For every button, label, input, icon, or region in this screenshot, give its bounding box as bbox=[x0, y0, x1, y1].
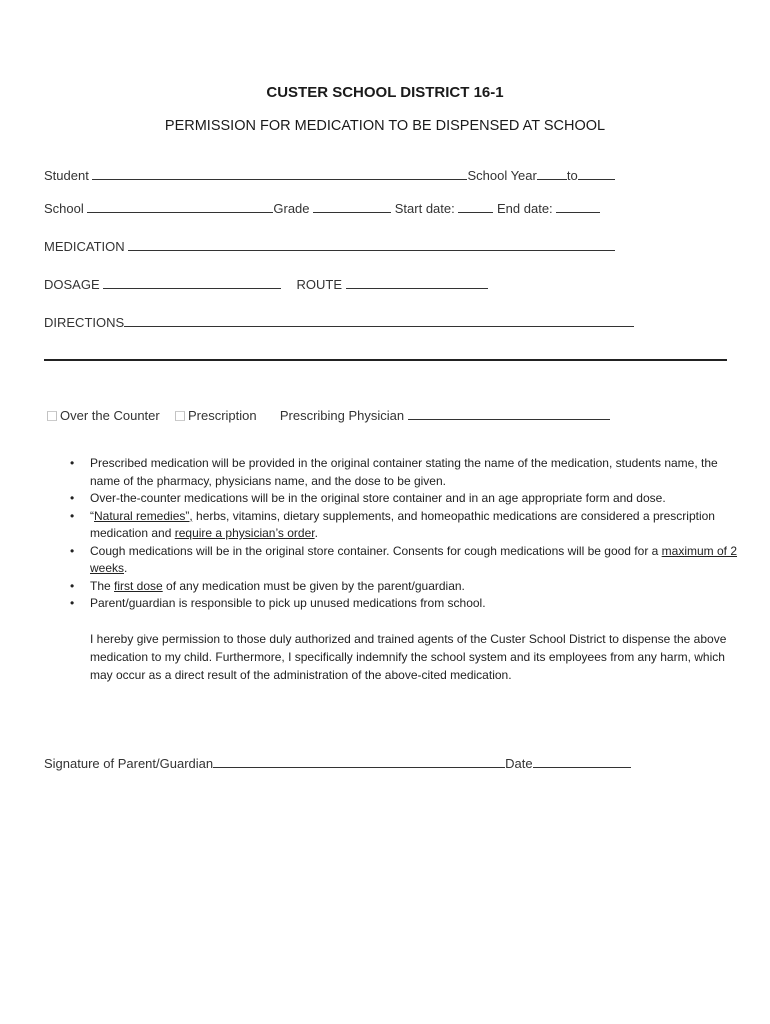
end-date-label: End date: bbox=[497, 201, 553, 216]
directions-field[interactable] bbox=[124, 314, 634, 327]
prescription-checkbox[interactable]: ⃞ bbox=[174, 412, 185, 423]
list-item bbox=[90, 508, 740, 543]
district-title: CUSTER SCHOOL DISTRICT 16-1 bbox=[266, 84, 504, 101]
list-item bbox=[90, 490, 740, 508]
medication-type-row bbox=[47, 407, 610, 423]
grade-label: Grade bbox=[273, 201, 310, 216]
route-field[interactable] bbox=[346, 276, 488, 289]
start-date-label: Start date: bbox=[394, 201, 455, 216]
directions-label: DIRECTIONS bbox=[44, 315, 125, 330]
rule-emphasis: first dose bbox=[114, 578, 163, 593]
school-label: School bbox=[44, 201, 84, 216]
route-label: ROUTE bbox=[296, 277, 342, 292]
consent-paragraph: I hereby give permission to those duly authorized and trained agents of the Custer School District to dispense the above medication to my child. Furthermore, I specifically indemnify the school system and its employees from any harm, which may occur as a direct result of the administration of the above-cited medication. bbox=[90, 632, 727, 682]
prescription-label: Prescription bbox=[187, 408, 257, 423]
school-year-start-field[interactable] bbox=[537, 167, 567, 180]
student-row bbox=[44, 167, 615, 183]
rule-text: herbs, vitamins, dietary supplements, and homeopathic medications are considered a prescription medication and bbox=[90, 508, 715, 540]
list-item bbox=[90, 595, 740, 613]
rule-text: Cough medications will be in the original store container. Consents for cough medications will be good for a bbox=[90, 543, 662, 558]
form-title: PERMISSION FOR MEDICATION TO BE DISPENSED AT SCHOOL bbox=[164, 118, 606, 134]
rule-text: “ bbox=[90, 508, 94, 523]
student-field[interactable] bbox=[92, 167, 467, 180]
prescribing-physician-field[interactable] bbox=[408, 407, 610, 420]
rule-text: Prescribed medication will be provided in the original container stating the name of the medication, students name, the name of the pharmacy, physicians name, and the dose to be given. bbox=[90, 456, 718, 488]
over-the-counter-label: Over the Counter bbox=[60, 408, 160, 423]
dosage-label: DOSAGE bbox=[44, 277, 100, 292]
rule-emphasis: Natural remedies”, bbox=[94, 508, 193, 523]
signature-field[interactable] bbox=[213, 755, 505, 768]
list-item bbox=[90, 543, 740, 578]
rule-text: . bbox=[314, 526, 318, 540]
rule-text: Parent/guardian is responsible to pick up unused medications from school. bbox=[90, 596, 486, 610]
prescribing-physician-label: Prescribing Physician bbox=[279, 408, 405, 423]
directions-row bbox=[44, 314, 634, 330]
rule-text: The bbox=[90, 578, 115, 593]
medication-label: MEDICATION bbox=[44, 239, 125, 254]
medication-field[interactable] bbox=[128, 238, 615, 251]
list-item bbox=[90, 455, 740, 490]
dosage-row bbox=[44, 276, 488, 292]
school-row bbox=[44, 200, 600, 216]
school-year-to-label: to bbox=[566, 168, 578, 183]
rule-text: of any medication must be given by the parent/guardian. bbox=[162, 578, 465, 593]
rule-emphasis: require a physician’s order bbox=[174, 526, 315, 540]
over-the-counter-checkbox[interactable]: ⃞ bbox=[47, 412, 57, 423]
school-year-label: School Year bbox=[467, 168, 537, 183]
end-date-field[interactable] bbox=[556, 200, 600, 213]
dosage-field[interactable] bbox=[103, 276, 281, 289]
section-divider bbox=[44, 359, 727, 361]
rule-text: . bbox=[124, 561, 128, 575]
medication-row bbox=[44, 238, 615, 254]
grade-field[interactable] bbox=[313, 200, 391, 213]
medication-rules-list bbox=[70, 455, 740, 613]
school-year-end-field[interactable] bbox=[578, 167, 615, 180]
student-label: Student bbox=[44, 168, 89, 183]
signature-label: Signature of Parent/Guardian bbox=[44, 756, 214, 771]
list-item bbox=[90, 578, 740, 596]
date-field[interactable] bbox=[533, 755, 631, 768]
start-date-field[interactable] bbox=[458, 200, 493, 213]
rule-text: Over-the-counter medications will be in the original store container and in an age appropriate form and dose. bbox=[90, 491, 666, 505]
rule-emphasis: maximum of 2 weeks bbox=[90, 543, 738, 575]
signature-row bbox=[44, 755, 631, 771]
school-field[interactable] bbox=[87, 200, 273, 213]
date-label: Date bbox=[505, 756, 533, 771]
